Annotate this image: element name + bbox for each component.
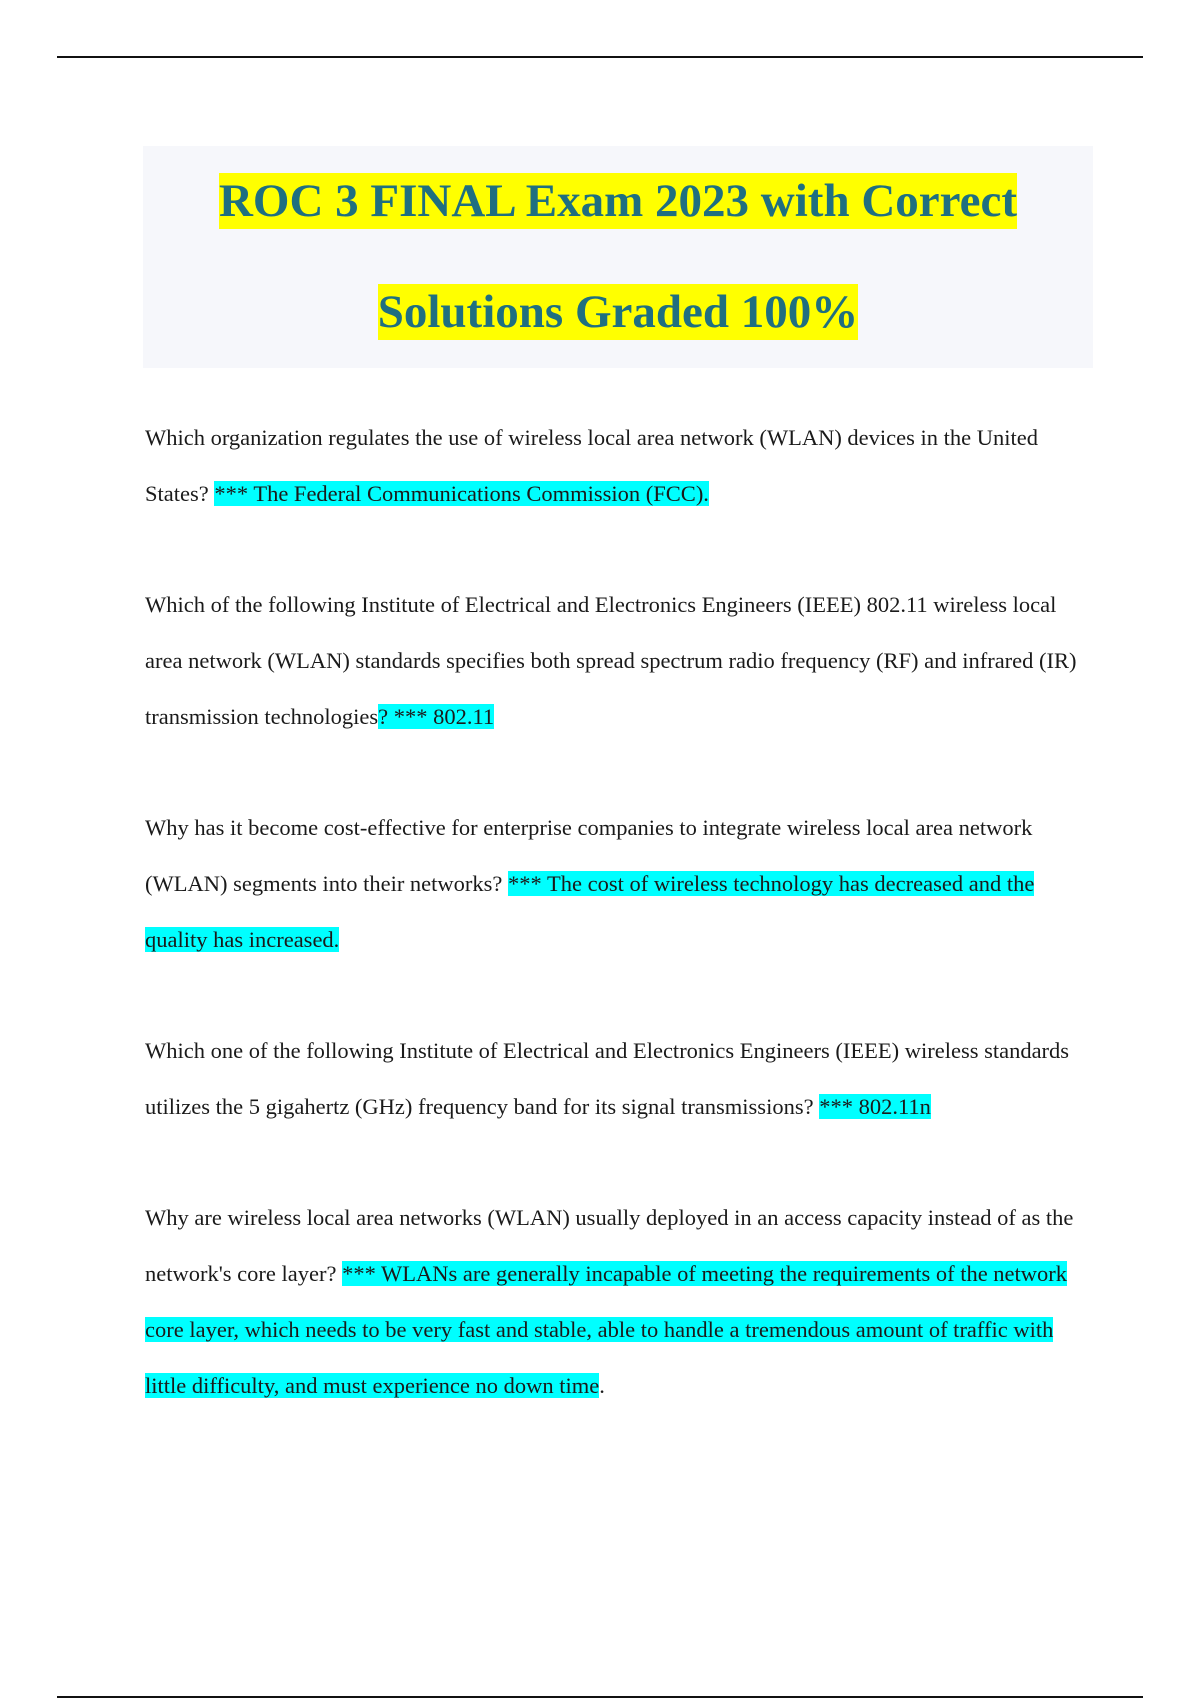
answer-text: *** WLANs are generally incapable of meeting the requirements of the network core layer, which needs to be very fast and stable, able to handle a tremendous amount of traffic with little difficulty, and must experience no down time [145, 1261, 1068, 1398]
question-list [145, 410, 1095, 1469]
title-box [143, 146, 1093, 368]
qa-item [145, 410, 1095, 522]
answer-text: *** 802.11n [819, 1094, 931, 1119]
question-text: Which one of the following Institute of Electrical and Electronics Engineers (IEEE) wireless standards utilizes the 5 gigahertz (GHz) frequency band for its signal transmissions? [145, 1038, 1070, 1119]
question-text: Which of the following Institute of Electrical and Electronics Engineers (IEEE) 802.11 wireless local area network (WLAN) standards specifies both spread spectrum radio frequency (RF) and infrared (IR) transmission technologies [145, 592, 1077, 729]
header-rule [57, 56, 1143, 58]
footer-rule [57, 1696, 1143, 1698]
qa-item [145, 577, 1095, 745]
qa-item [145, 1023, 1095, 1135]
title-line-1: ROC 3 FINAL Exam 2023 with Correct [218, 175, 1018, 227]
title-line-2: Solutions Graded 100% [377, 286, 859, 338]
question-text: Which organization regulates the use of wireless local area network (WLAN) devices in the United States? [145, 425, 1039, 506]
qa-item [145, 800, 1095, 968]
answer-text: *** The cost of wireless technology has decreased and the quality has increased. [145, 871, 1035, 952]
document-title [143, 146, 1093, 368]
question-text: Why are wireless local area networks (WLAN) usually deployed in an access capacity instead of as the network's core layer? [145, 1205, 1074, 1286]
qa-item [145, 1190, 1095, 1414]
answer-trailing: . [599, 1373, 605, 1398]
answer-text: *** The Federal Communications Commission (FCC). [214, 481, 709, 506]
answer-text: ? *** 802.11 [378, 704, 495, 729]
question-text: Why has it become cost-effective for enterprise companies to integrate wireless local area network (WLAN) segments into their networks? [145, 815, 1033, 896]
